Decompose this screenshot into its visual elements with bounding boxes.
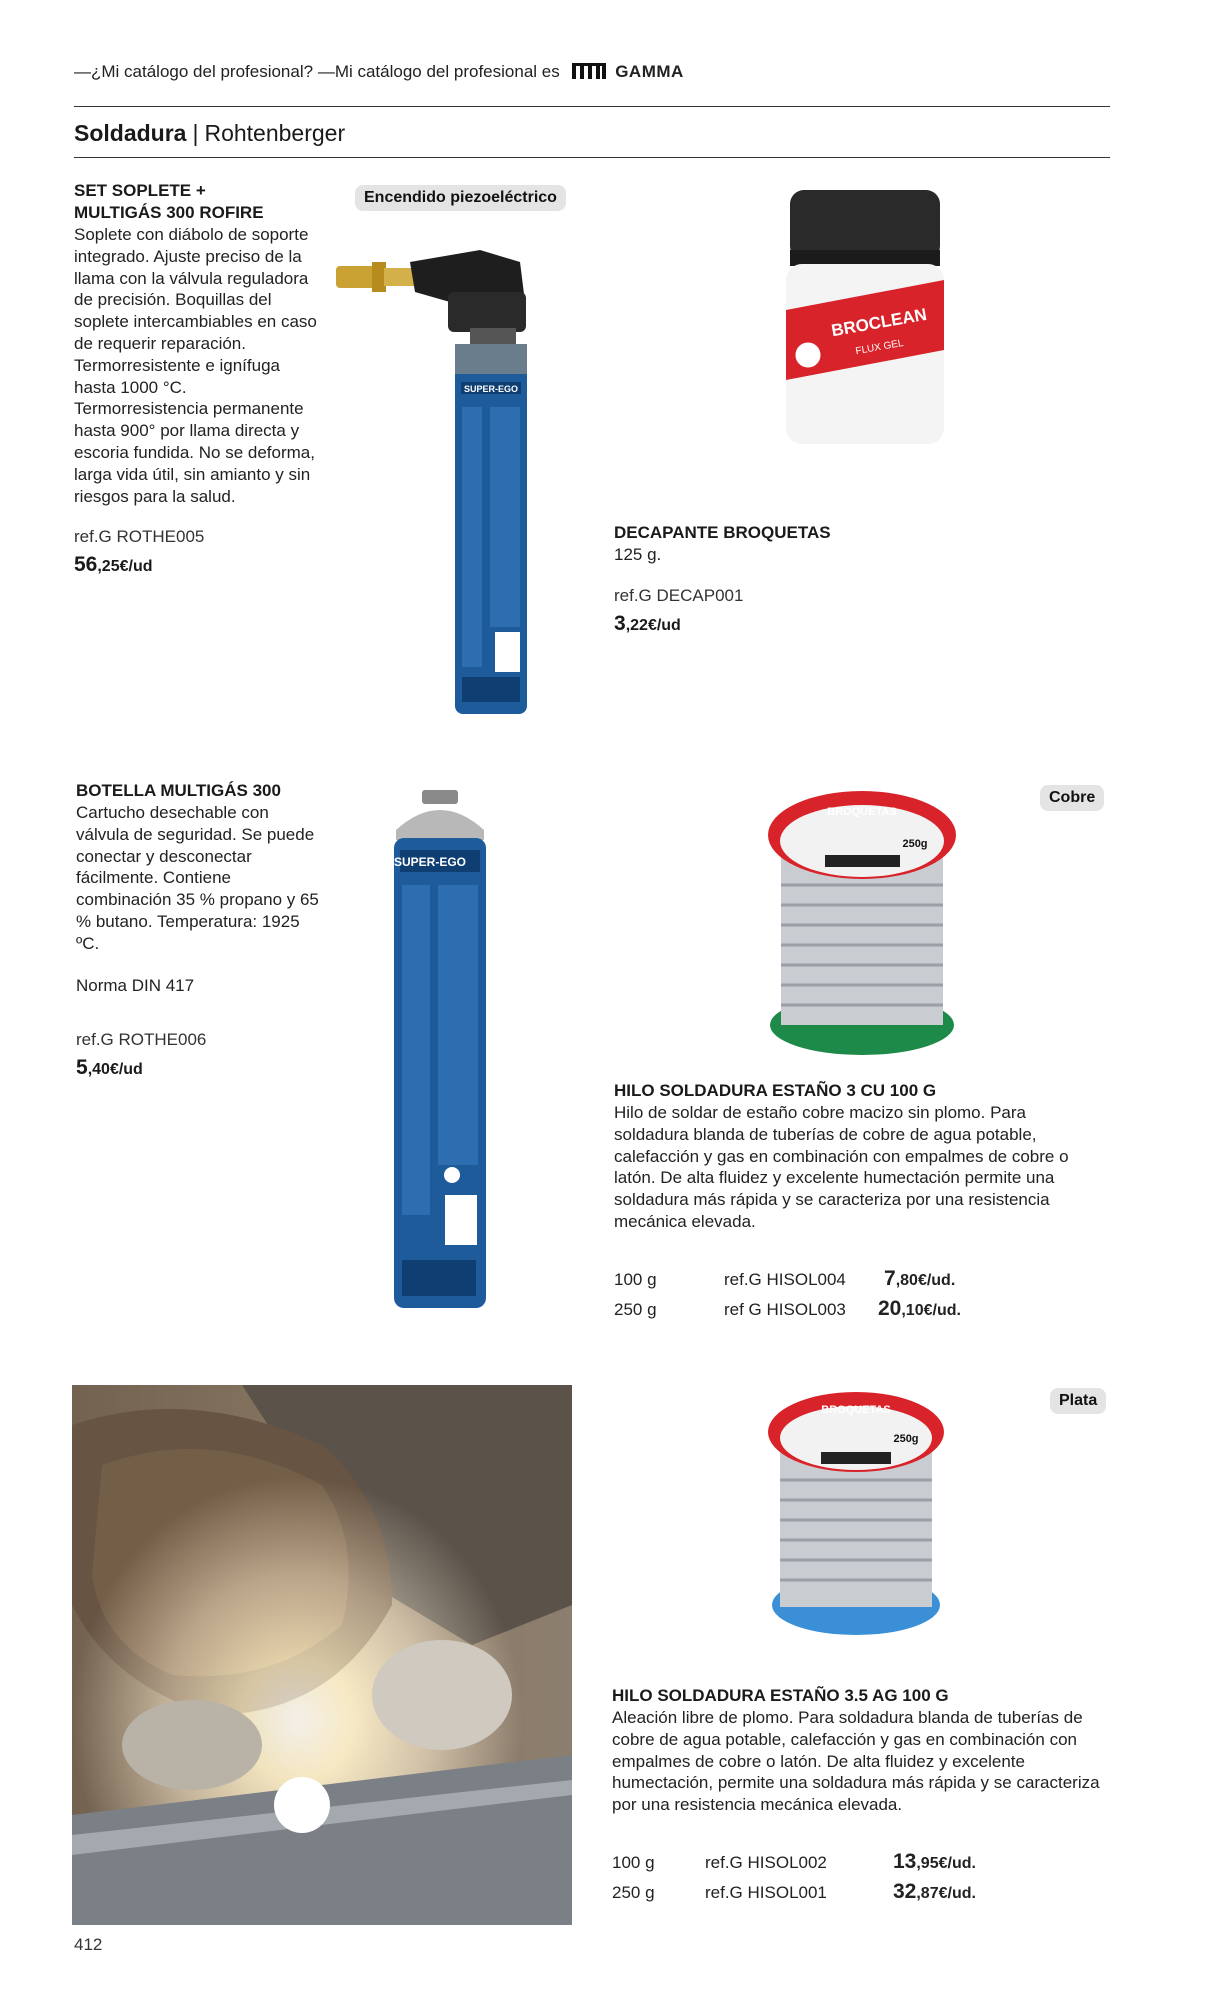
header-rule-bottom	[74, 157, 1110, 158]
tagline-question: —¿Mi catálogo del profesional?	[74, 62, 314, 81]
variant-list	[614, 1267, 1094, 1321]
badge-plata: Plata	[1050, 1388, 1106, 1414]
svg-text:SUPER-EGO: SUPER-EGO	[393, 855, 467, 869]
gas-bottle-image	[390, 790, 490, 1320]
badge-cobre: Cobre	[1040, 785, 1104, 811]
product-description: 125 g.	[614, 545, 662, 564]
product-title: DECAPANTE BROQUETAS	[614, 523, 831, 542]
product-norm: Norma DIN 417	[76, 975, 195, 995]
product-hilo-ag	[612, 1685, 1102, 1904]
product-title: SET SOPLETE + MULTIGÁS 300 ROFIRE	[74, 181, 264, 222]
spool-copper-image	[765, 775, 960, 1060]
product-set-soplete	[74, 180, 324, 577]
decapante-jar-image	[780, 190, 950, 450]
section-brand: Rohtenberger	[204, 120, 346, 146]
svg-text:BROCLEAN: BROCLEAN	[829, 304, 929, 341]
variant-row: 250 g ref G HISOL003 20,10€/ud.	[614, 1296, 961, 1320]
product-title: HILO SOLDADURA ESTAÑO 3.5 AG 100 G	[612, 1686, 949, 1705]
welder-photo	[72, 1385, 572, 1925]
variant-row: 100 g ref.G HISOL002 13,95€/ud.	[612, 1849, 976, 1873]
product-hilo-cu	[614, 1080, 1094, 1321]
product-ref: ref.G DECAP001	[614, 585, 744, 605]
badge-encendido: Encendido piezoeléctrico	[355, 185, 566, 211]
svg-text:BROQUETAS: BROQUETAS	[827, 806, 897, 818]
svg-text:250g: 250g	[893, 1433, 919, 1445]
product-price: 3,22€/ud	[614, 611, 681, 635]
header-tagline	[74, 62, 684, 82]
torch-image	[330, 232, 600, 722]
variant-list	[612, 1850, 1102, 1904]
product-price: 56,25€/ud	[74, 553, 153, 577]
gamma-brand: GAMMA	[615, 62, 684, 81]
header-rule-top	[74, 106, 1110, 107]
gamma-logo-icon	[572, 63, 606, 79]
product-decapante	[614, 522, 1034, 636]
section-name: Soldadura	[74, 120, 187, 146]
product-description: Soplete con diábolo de soporte integrado. Ajuste preciso de la llama con la válvula reguladora de precisión. Boquillas del soplete intercambiables en caso de requerir reparación. Termorresistente e ignífuga hasta 1000 °C. Termorresistencia permanente hasta 900° por llama directa y escoria fundida. No se deforma, larga vida útil, sin amianto y sin riesgos para la salud.	[74, 225, 317, 506]
product-price: 5,40€/ud	[76, 1056, 143, 1080]
svg-text:SUPER-EGO: SUPER-EGO	[463, 384, 519, 394]
svg-text:250g: 250g	[902, 838, 928, 850]
product-description: Hilo de soldar de estaño cobre macizo sin plomo. Para soldadura blanda de tuberías de cobre de agua potable, calefacción y gas en combinación con empalmes de cobre o latón. De alta fluidez y excelente humectación permite una soldadura más rápida y se caracteriza por una resistencia mecánica elevada.	[614, 1103, 1069, 1231]
spool-silver-image	[766, 1380, 946, 1640]
section-title: Soldadura | Rohtenberger	[74, 120, 346, 146]
product-description: Aleación libre de plomo. Para soldadura blanda de tuberías de cobre de agua potable, calefacción y gas en combinación con empalmes de cobre o latón. De alta fluidez y excelente humectación, permite una soldadura más rápida y se caracteriza por una resistencia mecánica elevada.	[612, 1708, 1100, 1815]
product-ref: ref.G ROTHE005	[74, 527, 205, 547]
variant-row: 250 g ref.G HISOL001 32,87€/ud.	[612, 1879, 976, 1903]
product-title: HILO SOLDADURA ESTAÑO 3 CU 100 G	[614, 1081, 937, 1100]
product-description: Cartucho desechable con válvula de seguridad. Se puede conectar y desconectar fácilmente. Contiene combinación 35 % propano y 65 % butano. Temperatura: 1925 ºC.	[76, 803, 319, 953]
svg-text:FLUX GEL: FLUX GEL	[854, 337, 905, 358]
product-ref: ref.G ROTHE006	[76, 1030, 207, 1050]
svg-text:BROQUETAS: BROQUETAS	[821, 1404, 891, 1416]
page-number: 412	[74, 1935, 103, 1954]
product-botella	[76, 780, 326, 1080]
product-title: BOTELLA MULTIGÁS 300	[76, 781, 281, 800]
variant-row: 100 g ref.G HISOL004 7,80€/ud.	[614, 1266, 956, 1290]
tagline-answer: —Mi catálogo del profesional es	[317, 62, 560, 81]
